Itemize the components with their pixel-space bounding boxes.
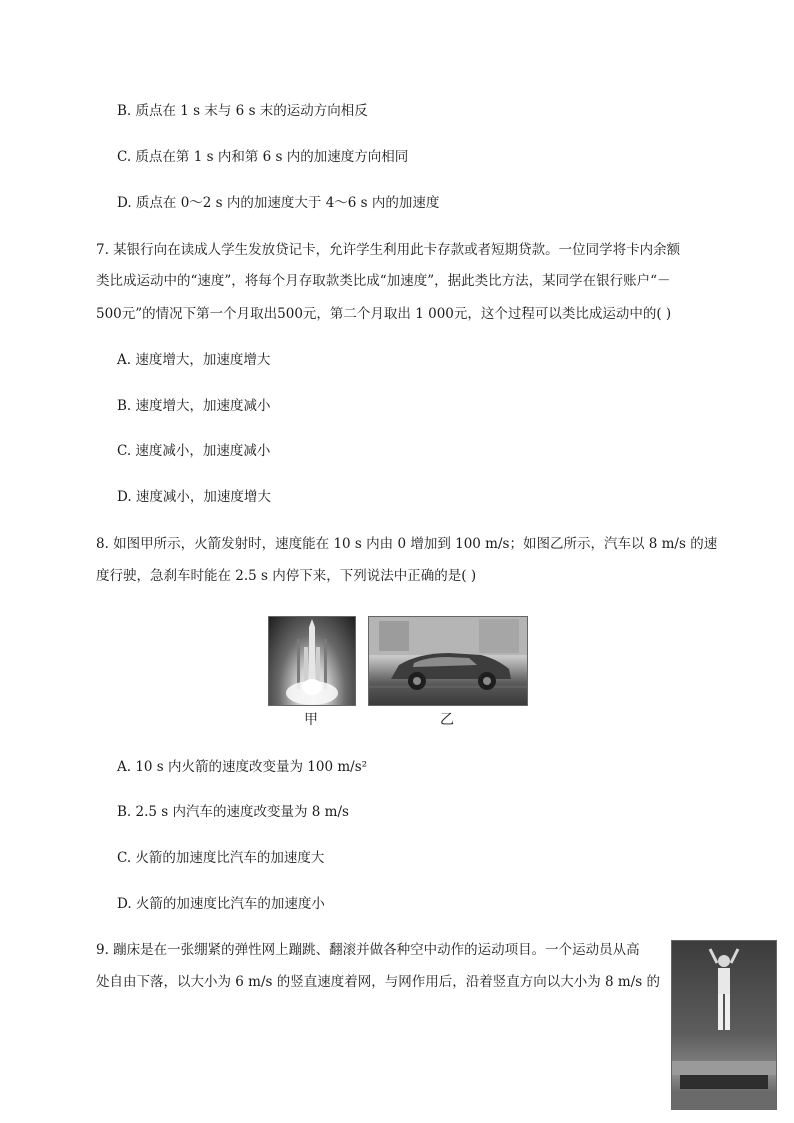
q8-stem-line2: 度行驶，急刹车时能在 2.5 s 内停下来，下列说法中正确的是( ) <box>96 568 477 584</box>
q9-stem-line1: 9. 蹦床是在一张绷紧的弹性网上蹦跳、翻滚并做各种空中动作的运动项目。一个运动员从高 <box>96 942 640 958</box>
caption-jia: 甲 <box>304 712 318 728</box>
q6-option-b: B. 质点在 1 s 末与 6 s 末的运动方向相反 <box>117 103 368 119</box>
trampoline-athlete-photo <box>671 940 777 1110</box>
q7-option-b: B. 速度增大，加速度减小 <box>117 398 271 414</box>
rocket-launch-photo <box>268 616 356 706</box>
q8-option-b: B. 2.5 s 内汽车的速度改变量为 8 m/s <box>117 804 349 820</box>
rocket-icon <box>269 617 355 705</box>
q8-option-c: C. 火箭的加速度比汽车的加速度大 <box>117 850 325 866</box>
car-photo <box>368 616 528 706</box>
q9-stem-line2: 处自由下落，以大小为 6 m/s 的竖直速度着网，与网作用后，沿着竖直方向以大小为 8 m/s 的 <box>96 974 660 990</box>
caption-yi: 乙 <box>440 712 454 728</box>
q7-stem-line3: 500元”的情况下第一个月取出500元，第二个月取出 1 000元，这个过程可以类比成运动中的( ) <box>96 306 672 322</box>
athlete-icon <box>672 941 776 1109</box>
q7-stem-line2: 类比成运动中的“速度”，将每个月存取款类比成“加速度”，据此类比方法，某同学在银行账户“－ <box>96 273 671 289</box>
q8-option-d: D. 火箭的加速度比汽车的加速度小 <box>117 896 325 912</box>
q6-option-d: D. 质点在 0～2 s 内的加速度大于 4～6 s 内的加速度 <box>117 195 440 211</box>
q8-option-a: A. 10 s 内火箭的速度改变量为 100 m/s² <box>117 759 368 775</box>
q7-option-d: D. 速度减小，加速度增大 <box>117 489 271 505</box>
car-icon <box>369 617 527 705</box>
q6-option-c: C. 质点在第 1 s 内和第 6 s 内的加速度方向相同 <box>117 149 409 165</box>
q7-stem-line1: 7. 某银行向在读成人学生发放贷记卡，允许学生利用此卡存款或者短期贷款。一位同学将卡内余额 <box>96 242 681 258</box>
q7-option-a: A. 速度增大，加速度增大 <box>117 352 271 368</box>
q7-option-c: C. 速度减小，加速度减小 <box>117 443 271 459</box>
q8-stem-line1: 8. 如图甲所示，火箭发射时，速度能在 10 s 内由 0 增加到 100 m/s；如图乙所示，汽车以 8 m/s 的速 <box>96 536 718 552</box>
